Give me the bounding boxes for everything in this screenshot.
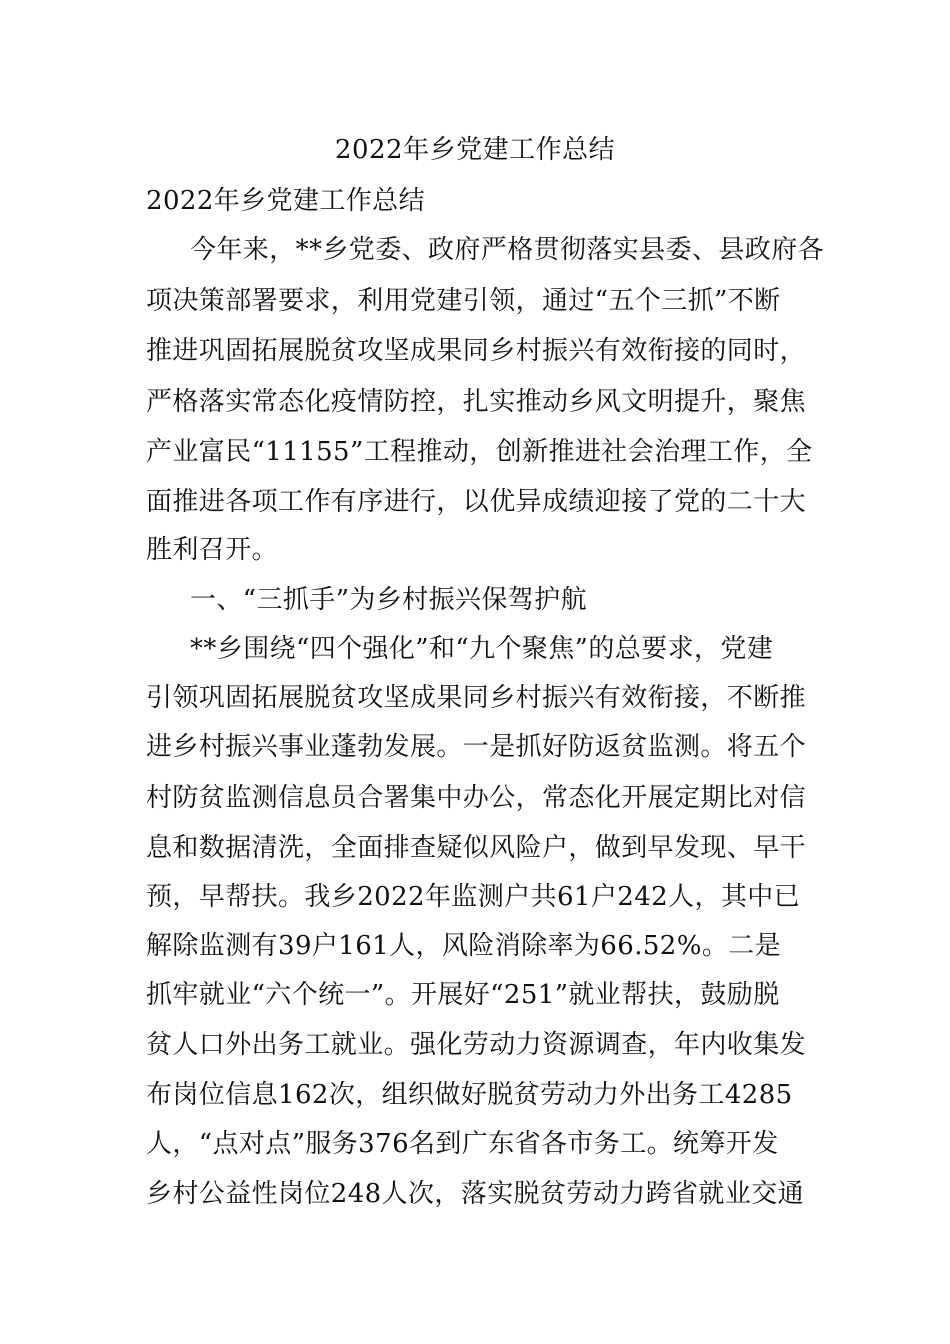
paragraph-line: 抓牢就业“六个统一”。开展好“251”就业帮扶，鼓励脱	[146, 980, 780, 1010]
paragraph-line: 胜利召开。	[146, 535, 279, 565]
paragraph-line: 面推进各项工作有序进行，以优异成绩迎接了党的二十大	[146, 487, 807, 517]
paragraph-line: 乡村公益性岗位248人次，落实脱贫劳动力跨省就业交通	[146, 1179, 805, 1209]
paragraph-line: 进乡村振兴事业蓬勃发展。一是抓好防返贫监测。将五个	[146, 732, 807, 762]
document-title: 2022年乡党建工作总结	[334, 135, 616, 165]
section-heading: 一、“三抓手”为乡村振兴保驾护航	[190, 585, 587, 615]
paragraph-line: 推进巩固拓展脱贫攻坚成果同乡村振兴有效衔接的同时，	[146, 336, 807, 366]
paragraph-line: 产业富民“11155”工程推动，创新推进社会治理工作，全	[146, 437, 813, 467]
paragraph-line: 今年来，**乡党委、政府严格贯彻落实县委、县政府各	[190, 235, 825, 265]
document-subtitle: 2022年乡党建工作总结	[146, 186, 425, 216]
paragraph-line: 村防贫监测信息员合署集中办公，常态化开展定期比对信	[146, 783, 807, 813]
paragraph-line: 息和数据清洗，全面排查疑似风险户，做到早发现、早干	[146, 833, 807, 863]
paragraph-line: 贫人口外出务工就业。强化劳动力资源调查，年内收集发	[146, 1030, 807, 1060]
paragraph-line: **乡围绕“四个强化”和“九个聚焦”的总要求，党建	[190, 634, 774, 664]
paragraph-line: 引领巩固拓展脱贫攻坚成果同乡村振兴有效衔接，不断推	[146, 683, 807, 713]
paragraph-line: 预，早帮扶。我乡2022年监测户共61户242人，其中已	[146, 882, 801, 912]
paragraph-line: 解除监测有39户161人，风险消除率为66.52%。二是	[146, 931, 782, 961]
paragraph-line: 布岗位信息162次，组织做好脱贫劳动力外出务工4285	[146, 1080, 793, 1110]
paragraph-line: 项决策部署要求，利用党建引领，通过“五个三抓”不断	[146, 286, 781, 316]
paragraph-line: 人，“点对点”服务376名到广东省各市务工。统筹开发	[146, 1129, 779, 1159]
paragraph-line: 严格落实常态化疫情防控，扎实推动乡风文明提升，聚焦	[146, 387, 807, 417]
